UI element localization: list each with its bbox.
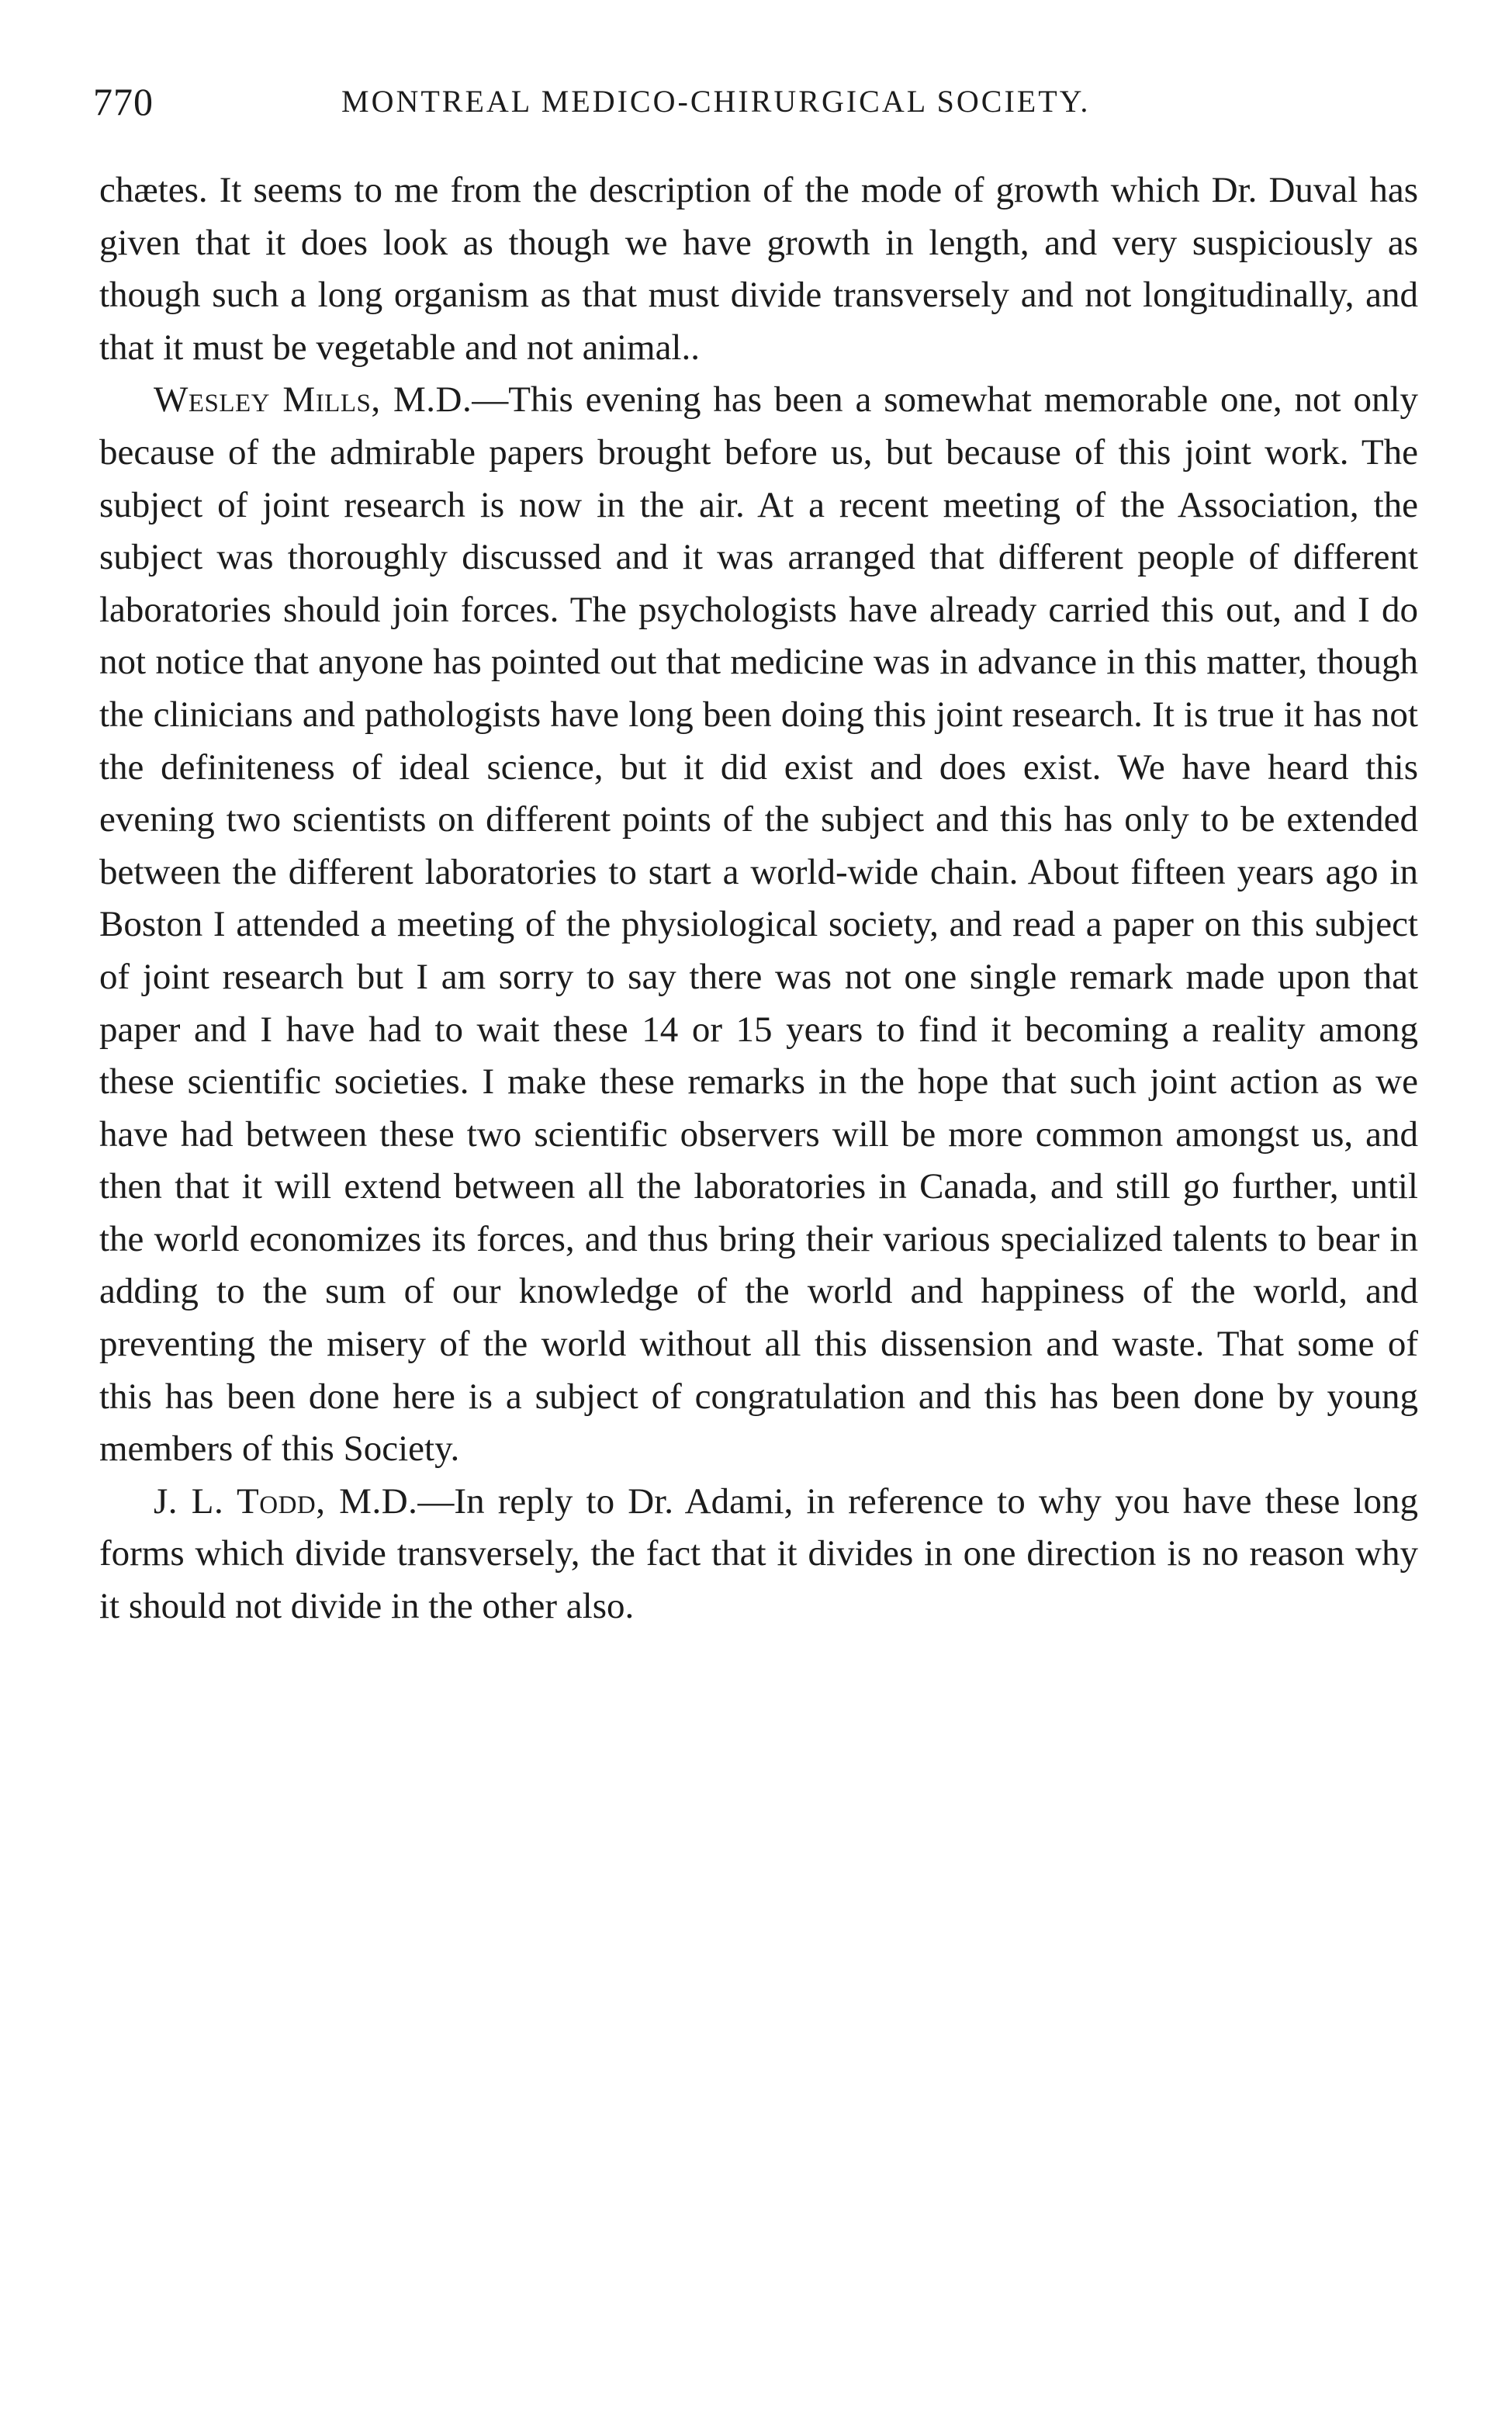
- body-text: [99, 164, 1418, 1633]
- running-title: MONTREAL MEDICO-CHIRURGICAL SOCIETY.: [341, 84, 1091, 119]
- paragraph-continuation: [99, 164, 1418, 374]
- speaker-name: J. L. Todd, M.D.: [154, 1480, 418, 1522]
- speaker-name: Wesley Mills, M.D.: [154, 379, 472, 421]
- paragraph-wesley-mills: [99, 374, 1418, 1475]
- paragraph-text: —This evening has been a somewhat memorable one, not only because of the admirable papers brought before us, but because of this joint work. The subject of joint research is now in the air. At a recent meeting of the Association, the subject was thoroughly discussed and it was arranged that different people of different laboratories should join forces. The psychologists have already carried this out, and I do not notice that anyone has pointed out that medicine was in advance in this matter, though the clinicians and pathologists have long been doing this joint research. It is true it has not the definiteness of ideal science, but it did exist and does exist. We have heard this evening two scientists on different points of the subject and this has only to be extended between the different laboratories to start a world-wide chain. About fifteen years ago in Boston I attended a meeting of the physiological society, and read a paper on this subject of joint research but I am sorry to say there was not one single remark made upon that paper and I have had to wait these 14 or 15 years to find it becoming a reality among these scientific societies. I make these remarks in the hope that such joint action as we have had between these two scientific observers will be more common amongst us, and then that it will extend between all the laboratories in Canada, and still go further, until the world economizes its forces, and thus bring their various specialized talents to bear in adding to the sum of our knowledge of the world and happiness of the world, and preventing the misery of the world without all this dissension and waste. That some of this has been done here is a subject of congratulation and this has been done by young members of this Society.: [99, 379, 1419, 1470]
- paragraph-text: —In reply to Dr. Adami, in reference to why you have these long forms which divide transversely, the fact that it divides in one direction is no reason why it should not divide in the other also.: [99, 1480, 1418, 1627]
- page-number: 770: [93, 80, 154, 123]
- running-head: [93, 74, 1427, 129]
- paragraph-text: chætes. It seems to me from the description of the mode of growth which Dr. Duval has given that it does look as though we have growth in length, and very suspiciously as though such a long organism as that must divide transversely and not longitudinally, and that it must be vegetable and not animal..: [99, 170, 1418, 368]
- paragraph-todd: [99, 1476, 1418, 1633]
